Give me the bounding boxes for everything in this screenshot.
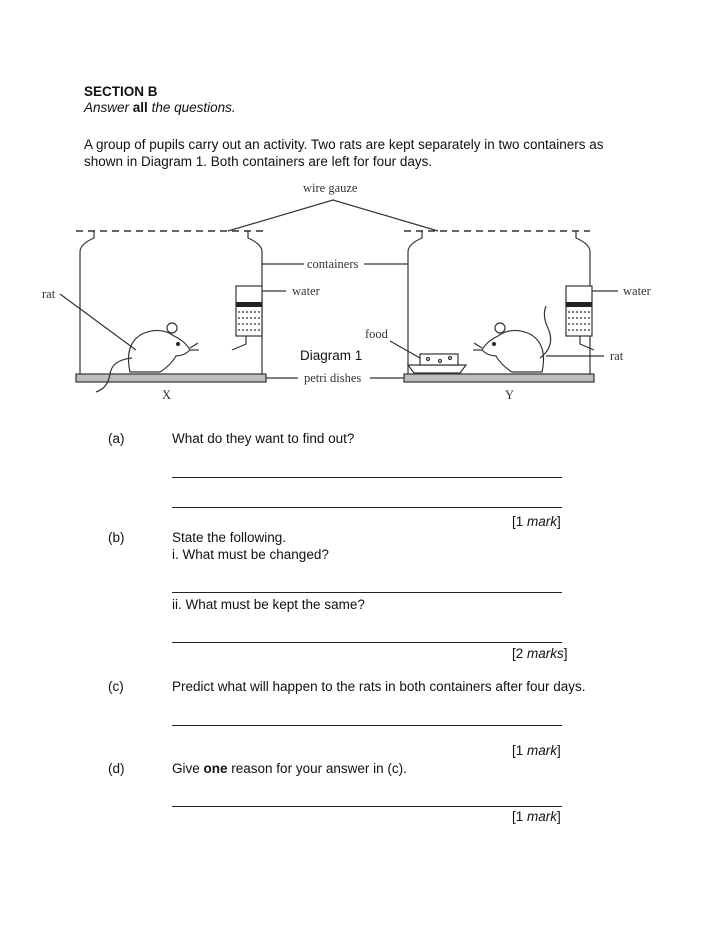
petri-dish-left xyxy=(76,374,266,382)
question-a-label: (a) xyxy=(108,431,125,446)
question-c-mark xyxy=(512,743,561,758)
diagram-1 xyxy=(0,178,728,408)
label-x: X xyxy=(162,388,172,402)
rat-right xyxy=(473,306,551,372)
question-d-mark xyxy=(512,809,561,824)
wire-gauze-pointer xyxy=(228,200,438,231)
mark-b-pre: [2 xyxy=(512,646,528,661)
mark-d-pre: [1 xyxy=(512,809,528,824)
question-b-sub2: ii. What must be kept the same? xyxy=(172,597,365,612)
question-c-text: Predict what will happen to the rats in both containers after four days. xyxy=(172,679,586,694)
label-food: food xyxy=(365,327,388,341)
label-water-left: water xyxy=(292,284,320,298)
label-rat-right: rat xyxy=(610,349,624,363)
section-title: SECTION B xyxy=(84,84,158,99)
label-rat-left: rat xyxy=(42,287,56,301)
mark-b-post: ] xyxy=(563,646,568,661)
food-dish xyxy=(408,354,466,373)
mark-c-post: ] xyxy=(557,743,561,758)
answer-line-d[interactable] xyxy=(172,806,562,807)
diagram-caption: Diagram 1 xyxy=(300,348,363,363)
label-petri-dishes: petri dishes xyxy=(304,371,362,385)
question-d-label: (d) xyxy=(108,761,125,776)
question-b-sub1: i. What must be changed? xyxy=(172,547,329,562)
question-d-post: reason for your answer in (c). xyxy=(227,761,407,776)
mark-c-word: mark xyxy=(527,743,558,758)
question-a-mark xyxy=(512,514,561,529)
intro-line-2: shown in Diagram 1. Both containers are left for four days. xyxy=(84,154,433,169)
answer-line-b2[interactable] xyxy=(172,642,562,643)
label-water-right: water xyxy=(623,284,651,298)
question-d-text xyxy=(172,761,407,776)
instruction-post: the questions. xyxy=(151,100,236,115)
mark-a-post: ] xyxy=(557,514,561,529)
intro-line-1: A group of pupils carry out an activity. Two rats are kept separately in two containers as xyxy=(84,137,604,152)
answer-line-b1[interactable] xyxy=(172,592,562,593)
mark-c-pre: [1 xyxy=(512,743,528,758)
label-y: Y xyxy=(505,388,515,402)
section-instruction xyxy=(84,100,236,115)
answer-line-c[interactable] xyxy=(172,725,562,726)
container-left-wall-l xyxy=(80,231,94,374)
water-bottle-left xyxy=(236,286,262,336)
question-d-bold: one xyxy=(203,761,228,776)
instruction-pre: Answer xyxy=(84,100,130,115)
mark-a-word: mark xyxy=(527,514,558,529)
question-b-label: (b) xyxy=(108,530,125,545)
instruction-bold: all xyxy=(132,100,148,115)
question-a-text: What do they want to find out? xyxy=(172,431,355,446)
question-b-text: State the following. xyxy=(172,530,287,545)
question-d-pre: Give xyxy=(172,761,204,776)
label-containers: containers xyxy=(307,257,359,271)
mark-a-pre: [1 xyxy=(512,514,528,529)
mark-d-word: mark xyxy=(527,809,558,824)
answer-line-a2[interactable] xyxy=(172,507,562,508)
question-b-mark xyxy=(512,646,568,661)
mark-b-word: marks xyxy=(527,646,564,661)
petri-dish-right xyxy=(404,374,594,382)
question-c-label: (c) xyxy=(108,679,124,694)
water-bottle-right xyxy=(566,286,592,336)
answer-line-a1[interactable] xyxy=(172,477,562,478)
label-wire-gauze: wire gauze xyxy=(303,181,358,195)
mark-d-post: ] xyxy=(557,809,561,824)
